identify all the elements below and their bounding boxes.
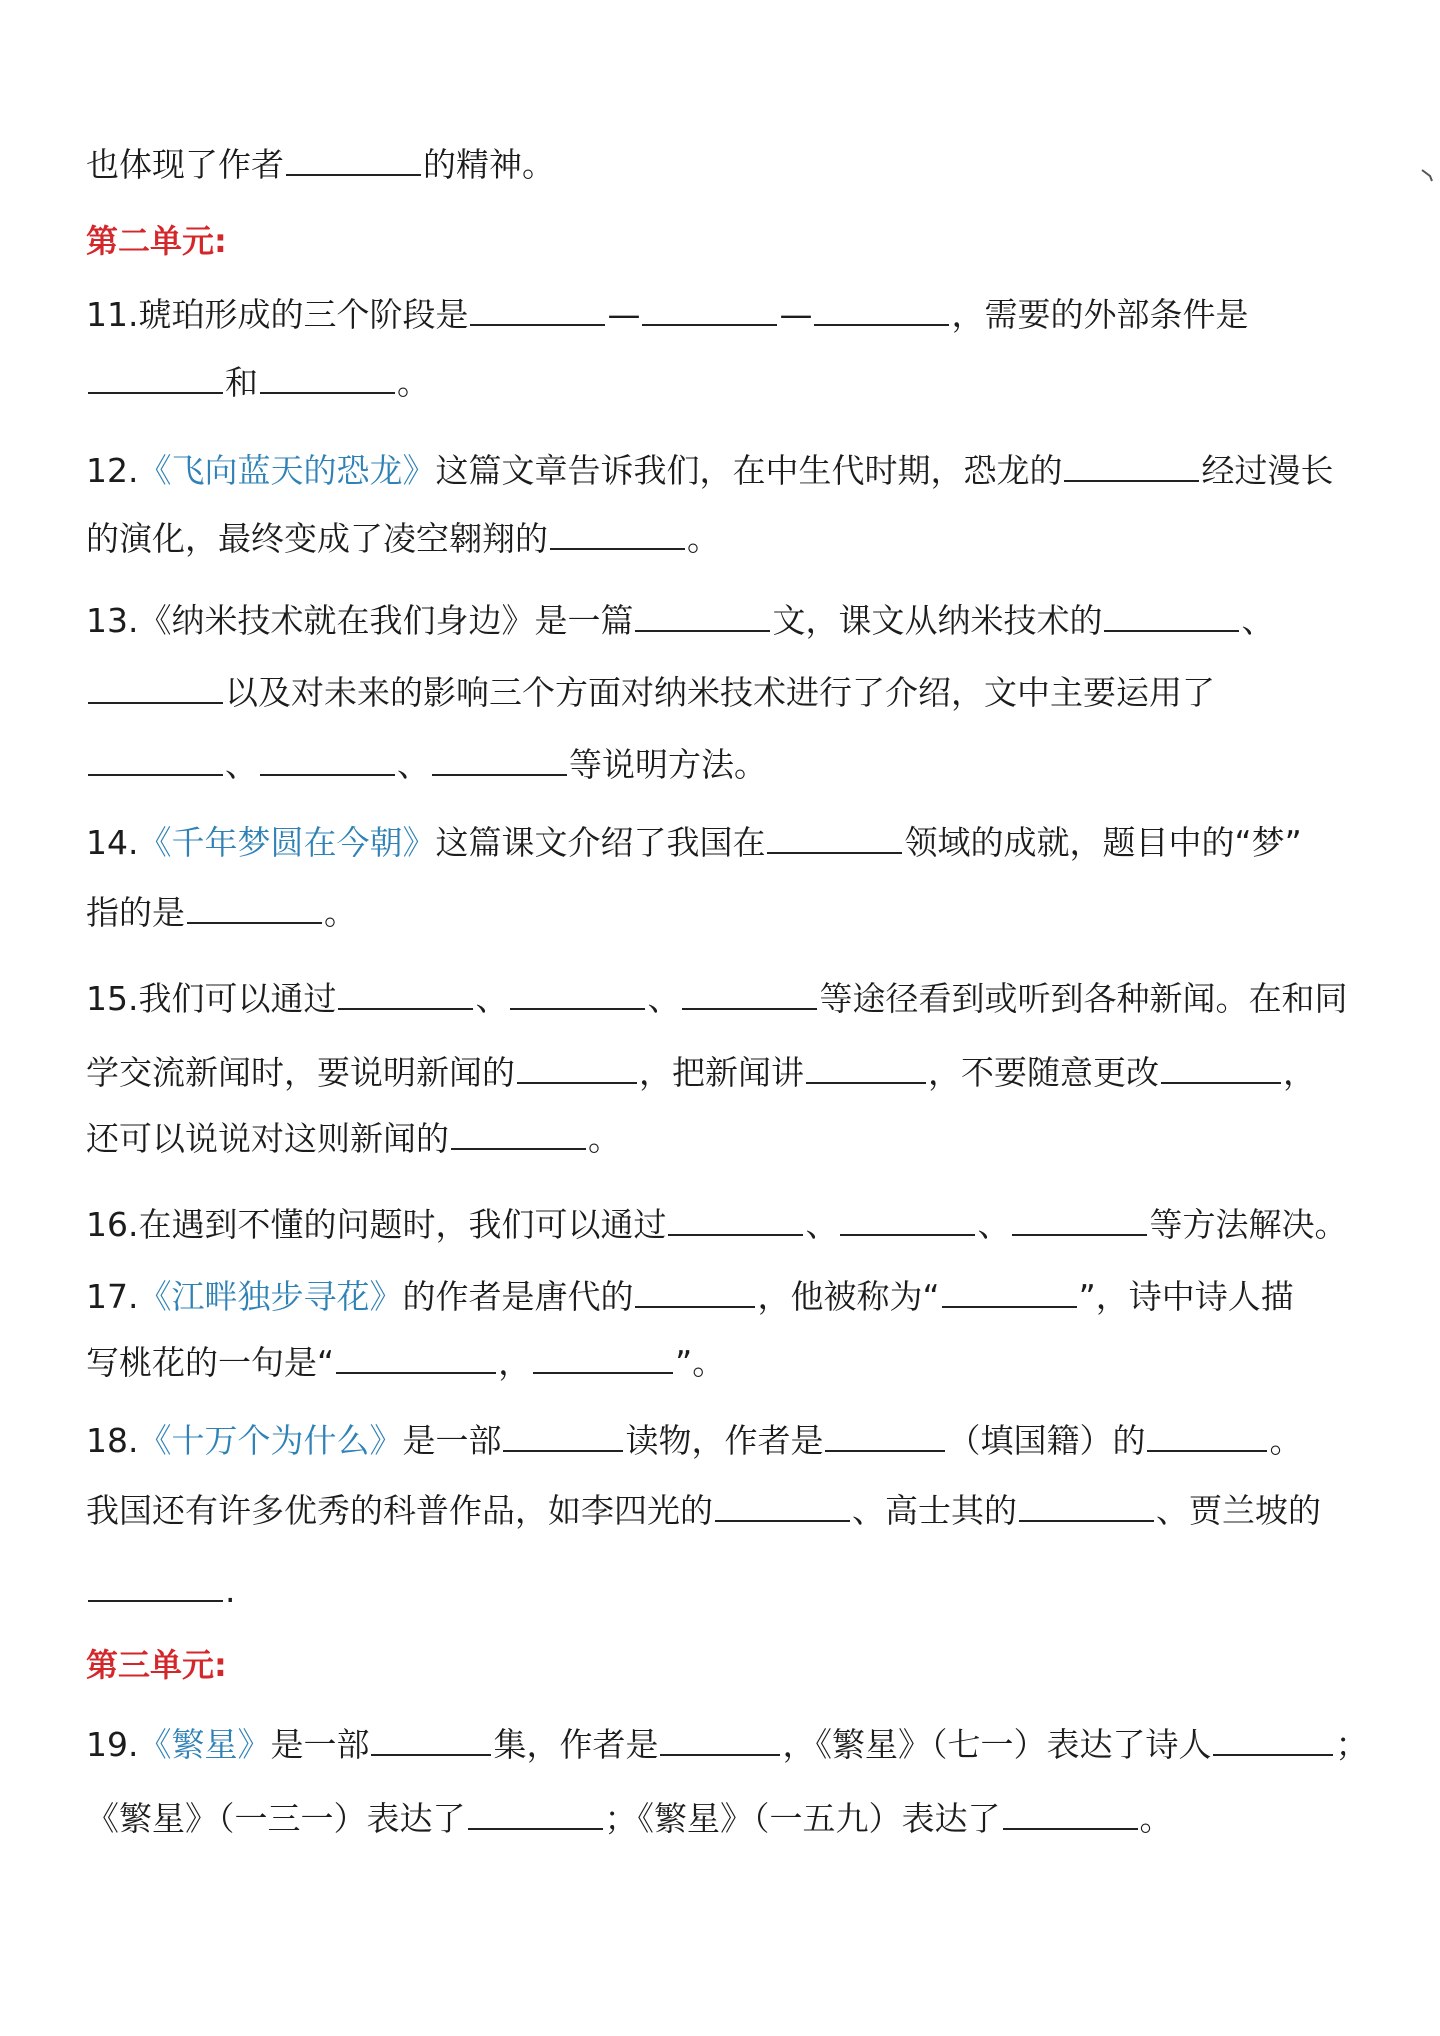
answer-blank[interactable] (88, 360, 223, 394)
answer-blank[interactable] (1003, 1796, 1138, 1830)
answer-blank[interactable] (1019, 1488, 1154, 1522)
answer-blank[interactable] (338, 976, 473, 1010)
answer-blank[interactable] (260, 360, 395, 394)
book-title: 《飞向蓝天的恐龙》 (138, 451, 436, 490)
question-13: 13.《纳米技术就在我们身边》是一篇 文，课文从纳米技术的 、 (86, 598, 1380, 644)
answer-blank[interactable] (635, 1274, 755, 1308)
answer-blank[interactable] (1161, 1050, 1281, 1084)
unit2-heading: 第二单元: (86, 222, 227, 260)
question-13-cont: 以及对未来的影响三个方面对纳米技术进行了介绍，文中主要运用了 (86, 670, 1380, 716)
answer-blank[interactable] (432, 742, 567, 776)
answer-blank[interactable] (660, 1722, 780, 1756)
question-11-cont: 和 。 (86, 360, 1380, 406)
answer-blank[interactable] (635, 598, 770, 632)
answer-blank[interactable] (806, 1050, 926, 1084)
answer-blank[interactable] (88, 1568, 223, 1602)
answer-blank[interactable] (825, 1418, 945, 1452)
question-13-cont2: 、 、 等说明方法。 (86, 742, 1380, 788)
answer-blank[interactable] (503, 1418, 623, 1452)
question-15: 15.我们可以通过 、 、 等途径看到或听到各种新闻。在和同 (86, 976, 1380, 1022)
answer-blank[interactable] (371, 1722, 491, 1756)
answer-blank[interactable] (767, 820, 902, 854)
q10-tail: 也体现了作者 的精神。 (86, 142, 1380, 188)
question-17: 17.《江畔独步寻花》的作者是唐代的 ，他被称为“ ”，诗中诗人描 (86, 1274, 1380, 1320)
question-11: 11.琥珀形成的三个阶段是 — — ，需要的外部条件是 (86, 292, 1380, 338)
question-18-cont2: . (86, 1568, 1380, 1614)
question-16: 16.在遇到不懂的问题时，我们可以通过 、 、 等方法解决。 (86, 1202, 1380, 1248)
question-15-cont: 学交流新闻时，要说明新闻的 ，把新闻讲 ，不要随意更改 ， (86, 1050, 1380, 1096)
answer-blank[interactable] (1012, 1202, 1147, 1236)
answer-blank[interactable] (1147, 1418, 1267, 1452)
answer-blank[interactable] (1064, 448, 1199, 482)
answer-blank[interactable] (668, 1202, 803, 1236)
book-title: 《千年梦圆在今朝》 (138, 823, 436, 862)
answer-blank[interactable] (187, 890, 322, 924)
answer-blank[interactable] (840, 1202, 975, 1236)
answer-blank[interactable] (260, 742, 395, 776)
answer-blank[interactable] (470, 292, 605, 326)
stray-mark-icon (1420, 168, 1434, 182)
answer-blank[interactable] (468, 1796, 603, 1830)
question-12: 12.《飞向蓝天的恐龙》这篇文章告诉我们，在中生代时期，恐龙的 经过漫长 (86, 448, 1380, 494)
question-12-cont: 的演化，最终变成了凌空翱翔的 。 (86, 516, 1380, 562)
answer-blank[interactable] (517, 1050, 637, 1084)
question-19-cont: 《繁星》（一三一）表达了 ；《繁星》（一五九）表达了 。 (86, 1796, 1380, 1842)
answer-blank[interactable] (451, 1116, 586, 1150)
book-title: 《繁星》 (138, 1725, 271, 1764)
poem-title: 《江畔独步寻花》 (138, 1277, 403, 1316)
answer-blank[interactable] (682, 976, 817, 1010)
answer-blank[interactable] (510, 976, 645, 1010)
answer-blank[interactable] (286, 142, 421, 176)
answer-blank[interactable] (533, 1340, 673, 1374)
answer-blank[interactable] (550, 516, 685, 550)
question-14: 14.《千年梦圆在今朝》这篇课文介绍了我国在 领域的成就，题目中的“梦” (86, 820, 1380, 866)
answer-blank[interactable] (642, 292, 777, 326)
answer-blank[interactable] (88, 670, 223, 704)
unit3-heading: 第三单元: (86, 1646, 227, 1684)
answer-blank[interactable] (814, 292, 949, 326)
question-17-cont: 写桃花的一句是“ ， ”。 (86, 1340, 1380, 1386)
question-14-cont: 指的是 。 (86, 890, 1380, 936)
question-15-cont2: 还可以说说对这则新闻的 。 (86, 1116, 1380, 1162)
book-title: 《十万个为什么》 (138, 1421, 403, 1460)
answer-blank[interactable] (1213, 1722, 1333, 1756)
answer-blank[interactable] (942, 1274, 1077, 1308)
answer-blank[interactable] (715, 1488, 850, 1522)
answer-blank[interactable] (88, 742, 223, 776)
answer-blank[interactable] (1104, 598, 1239, 632)
question-18: 18.《十万个为什么》是一部 读物，作者是 （填国籍）的 。 (86, 1418, 1380, 1464)
question-18-cont: 我国还有许多优秀的科普作品，如李四光的 、高士其的 、贾兰坡的 (86, 1488, 1380, 1534)
answer-blank[interactable] (336, 1340, 496, 1374)
question-19: 19.《繁星》是一部 集，作者是 ，《繁星》（七一）表达了诗人 ； (86, 1722, 1380, 1768)
